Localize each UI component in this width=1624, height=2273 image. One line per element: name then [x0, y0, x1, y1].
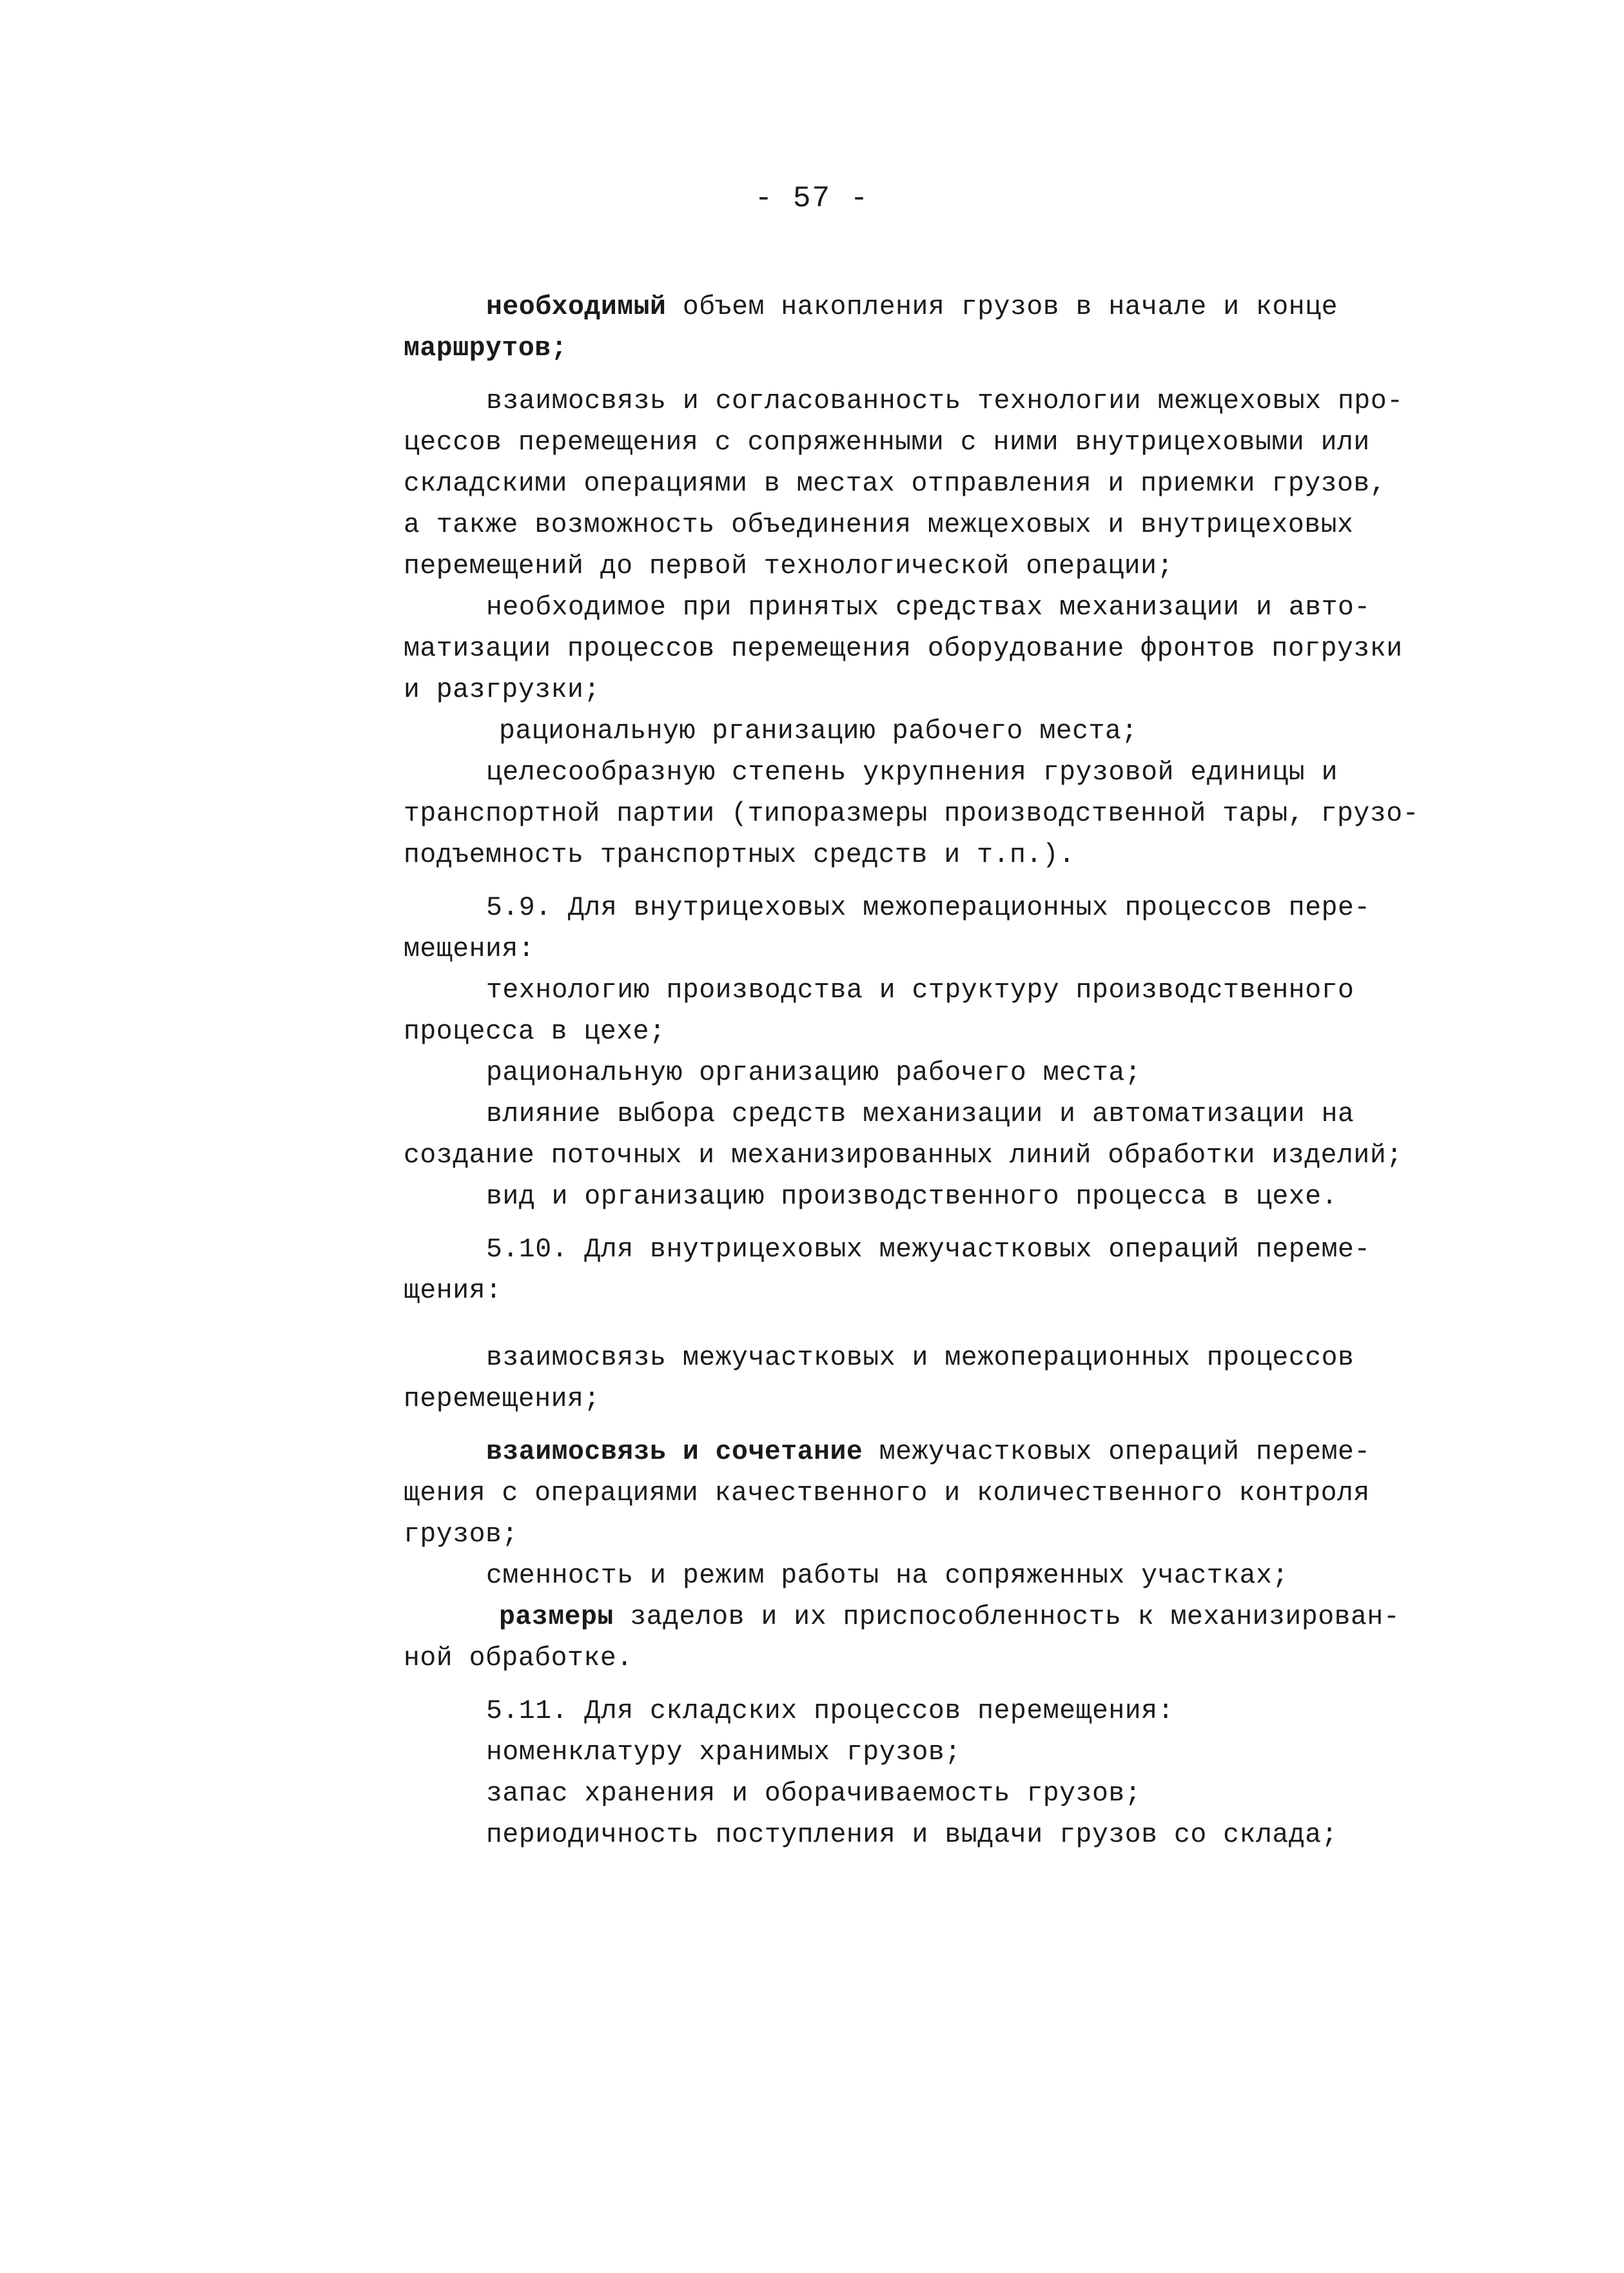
text-line: необходимый объем накопления грузов в начале и конце — [486, 292, 1338, 322]
text-line: взаимосвязь межучастковых и межоперационных процессов — [486, 1343, 1355, 1373]
text-line: влияние выбора средств механизации и автоматизации на — [486, 1099, 1355, 1129]
text-line: цессов перемещения с сопряженными с ними внутрицеховыми или — [404, 427, 1370, 458]
text-line: грузов; — [404, 1519, 518, 1550]
text-line: мещения: — [404, 934, 535, 964]
text-line: сменность и режим работы на сопряженных участках; — [486, 1561, 1289, 1591]
text-line: взаимосвязь и сочетание межучастковых операций переме- — [486, 1437, 1371, 1467]
text-line: ной обработке. — [404, 1643, 633, 1673]
text-line: рациональную организацию рабочего места; — [486, 1058, 1142, 1088]
text-line: а также возможность объединения межцеховых и внутрицеховых — [404, 510, 1354, 540]
text-line: рациональную рганизацию рабочего места; — [499, 716, 1138, 746]
text-line: подъемность транспортных средств и т.п.). — [404, 840, 1075, 870]
body-text — [404, 287, 1512, 1856]
section-heading-5-11: 5.11. Для складских процессов перемещения: — [486, 1696, 1174, 1726]
text-line: матизации процессов перемещения оборудование фронтов погрузки — [404, 634, 1403, 664]
text-line: перемещения; — [404, 1384, 600, 1414]
text-line: транспортной партии (типоразмеры производственной тары, грузо- — [404, 799, 1420, 829]
text-line: складскими операциями в местах отправления и приемки грузов, — [404, 469, 1387, 499]
text-line: и разгрузки; — [404, 675, 600, 705]
text-line: щения: — [404, 1276, 502, 1306]
text-line: маршрутов; — [404, 333, 568, 364]
text-line: необходимое при принятых средствах механизации и авто- — [486, 592, 1371, 623]
text-line: создание поточных и механизированных линий обработки изделий; — [404, 1140, 1403, 1171]
text-line: размеры заделов и их приспособленность к механизирован- — [499, 1602, 1400, 1632]
section-heading-5-9: 5.9. Для внутрицеховых межоперационных процессов пере- — [486, 893, 1371, 923]
text-line: запас хранения и оборачиваемость грузов; — [486, 1779, 1142, 1809]
text-line: вид и организацию производственного процесса в цехе. — [486, 1182, 1338, 1212]
text-line: щения с операциями качественного и количественного контроля — [404, 1478, 1370, 1508]
text-line: номенклатуру хранимых грузов; — [486, 1737, 961, 1768]
text-line: технологию производства и структуру производственного — [486, 975, 1355, 1006]
text-line: процесса в цехе; — [404, 1017, 666, 1047]
text-line: целесообразную степень укрупнения грузовой единицы и — [486, 757, 1338, 788]
text-line: взаимосвязь и согласованность технологии межцеховых про- — [486, 386, 1404, 416]
section-heading-5-10: 5.10. Для внутрицеховых межучастковых операций переме- — [486, 1234, 1371, 1265]
text-line: перемещений до первой технологической операции; — [404, 551, 1173, 581]
page-number: - 57 - — [754, 182, 870, 215]
text-line: периодичность поступления и выдачи грузов со склада; — [486, 1820, 1338, 1850]
